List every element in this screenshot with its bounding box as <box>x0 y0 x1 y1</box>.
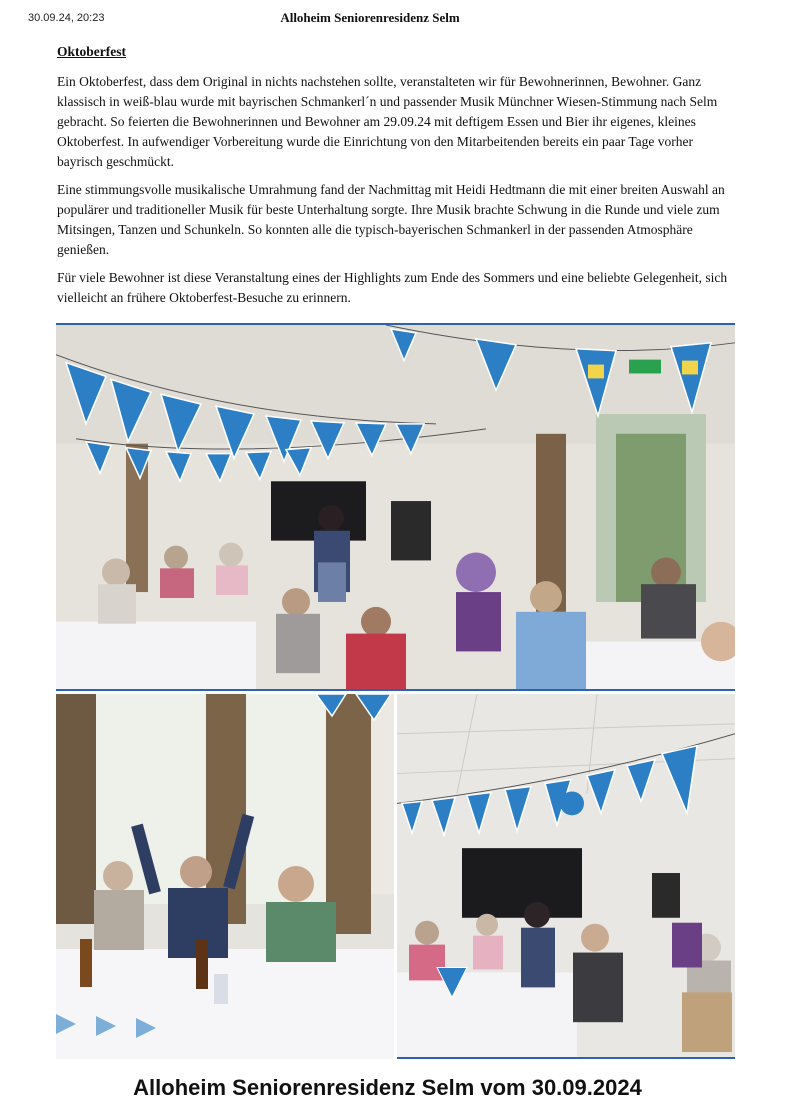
article <box>57 44 737 316</box>
article-paragraph-3: Für viele Bewohner ist diese Veranstaltung eines der Highlights zum Ende des Sommers und eine beliebte Gelegenheit, sich vielleicht an frühere Oktoberfest-Besuche zu erinnern. <box>57 270 728 305</box>
article-paragraph-2: Eine stimmungsvolle musikalische Umrahmung fand der Nachmittag mit Heidi Hedtmann die mit einer breiten Auswahl an populärer und traditioneller Musik für beste Unterhaltung sorgte. Ihre Musik brachte Schwung in die Runde und viele zum Mitsingen, Tanzen und Schunkeln. So konnten alle die typisch-bayerischen Schmankerl in der passenden Atmosphäre genießen. <box>57 182 725 257</box>
article-paragraph-1: Ein Oktoberfest, dass dem Original in nichts nachstehen sollte, veranstalteten wir für Bewohnerinnen, Bewohner. Ganz klassisch in weiß-blau wurde mit bayrischen Schmankerl´n und passender Musik Münchner Wiesen-Stimmung nach Selm gebracht. So feierten die Bewohnerinnen und Bewohner am 29.09.24 mit deftigem Essen und Bier ihr eigenes, kleines Oktoberfest. In aufwendiger Vorbereitung wurde die Einrichtung von den Mitarbeitenden bereits ein paar Tage vorher bayrisch geschmückt. <box>57 74 718 169</box>
print-date: 30.09.24, 20:23 <box>28 12 105 24</box>
print-header-title: Alloheim Seniorenresidenz Selm <box>280 10 460 25</box>
photo-oktoberfest-hall <box>56 323 735 691</box>
photo-decorated-room <box>397 694 735 1059</box>
footer-caption: Alloheim Seniorenresidenz Selm vom 30.09.2024 <box>133 1075 642 1100</box>
photo-residents-cheering <box>56 694 394 1059</box>
article-heading: Oktoberfest <box>57 44 126 59</box>
